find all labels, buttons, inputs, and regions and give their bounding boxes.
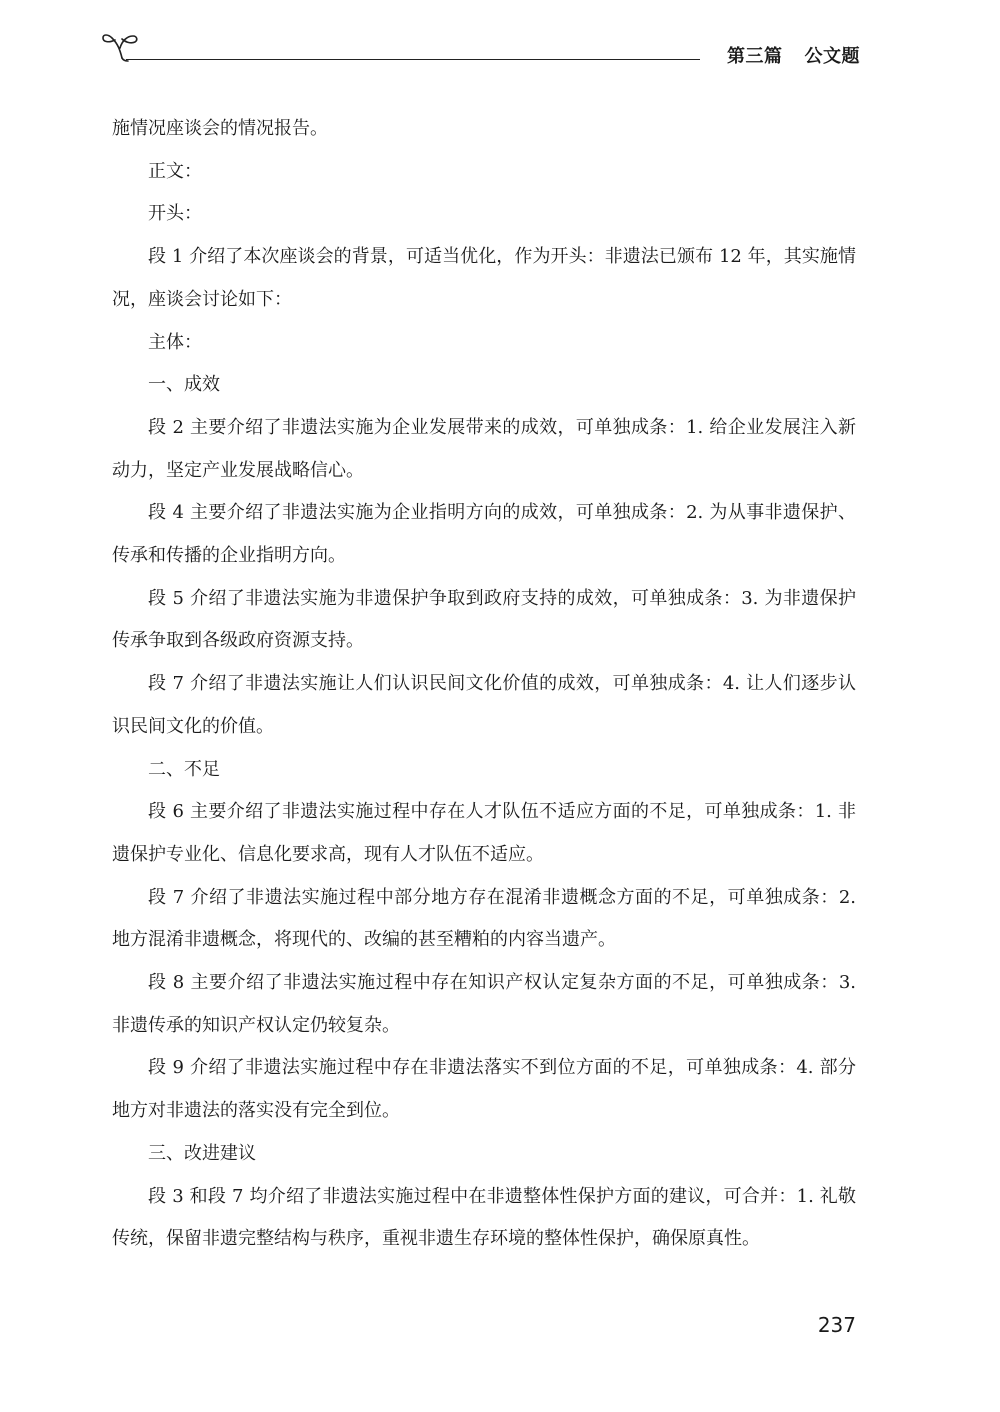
header-title xyxy=(727,42,860,68)
section-heading: 一、成效 xyxy=(148,374,220,396)
paragraph: 段 2 主要介绍了非遗法实施为企业发展带来的成效，可单独成条：1. 给企业发展注入新动力，坚定产业发展战略信心。 xyxy=(112,416,856,481)
running-header xyxy=(100,28,860,72)
paragraph: 段 4 主要介绍了非遗法实施为企业指明方向的成效，可单独成条：2. 为从事非遗保护、传承和传播的企业指明方向。 xyxy=(112,502,856,567)
paragraph: 段 6 主要介绍了非遗法实施过程中存在人才队伍不适应方面的不足，可单独成条：1. 非遗保护专业化、信息化要求高，现有人才队伍不适应。 xyxy=(112,801,856,865)
header-part: 第三篇 xyxy=(727,46,783,67)
sprout-icon xyxy=(100,28,140,68)
paragraph: 施情况座谈会的情况报告。 xyxy=(112,118,328,139)
paragraph: 段 9 介绍了非遗法实施过程中存在非遗法落实不到位方面的不足，可单独成条：4. 部分地方对非遗法的落实没有完全到位。 xyxy=(112,1057,856,1122)
paragraph: 段 7 介绍了非遗法实施让人们认识民间文化价值的成效，可单独成条：4. 让人们逐步认识民间文化的价值。 xyxy=(112,673,856,737)
paragraph: 正文： xyxy=(148,160,202,182)
body-text xyxy=(112,108,856,1261)
header-rule xyxy=(126,59,700,60)
paragraph: 段 1 介绍了本次座谈会的背景，可适当优化，作为开头：非遗法已颁布 12 年，其实施情况，座谈会讨论如下： xyxy=(112,246,856,310)
paragraph: 段 5 介绍了非遗法实施为非遗保护争取到政府支持的成效，可单独成条：3. 为非遗保护传承争取到各级政府资源支持。 xyxy=(112,587,856,652)
paragraph: 段 3 和段 7 均介绍了非遗法实施过程中在非遗整体性保护方面的建议，可合并：1. 礼敬传统，保留非遗完整结构与秩序，重视非遗生存环境的整体性保护，确保原真性。 xyxy=(112,1185,856,1250)
section-heading: 二、不足 xyxy=(148,758,220,780)
header-section: 公文题 xyxy=(804,46,860,67)
page-number: 237 xyxy=(817,1313,856,1337)
section-heading: 三、改进建议 xyxy=(148,1142,256,1164)
paragraph: 段 8 主要介绍了非遗法实施过程中存在知识产权认定复杂方面的不足，可单独成条：3. 非遗传承的知识产权认定仍较复杂。 xyxy=(112,972,856,1036)
paragraph: 段 7 介绍了非遗法实施过程中部分地方存在混淆非遗概念方面的不足，可单独成条：2. 地方混淆非遗概念，将现代的、改编的甚至糟粕的内容当遗产。 xyxy=(112,886,856,951)
paragraph: 主体： xyxy=(148,331,202,353)
paragraph: 开头： xyxy=(148,203,202,225)
